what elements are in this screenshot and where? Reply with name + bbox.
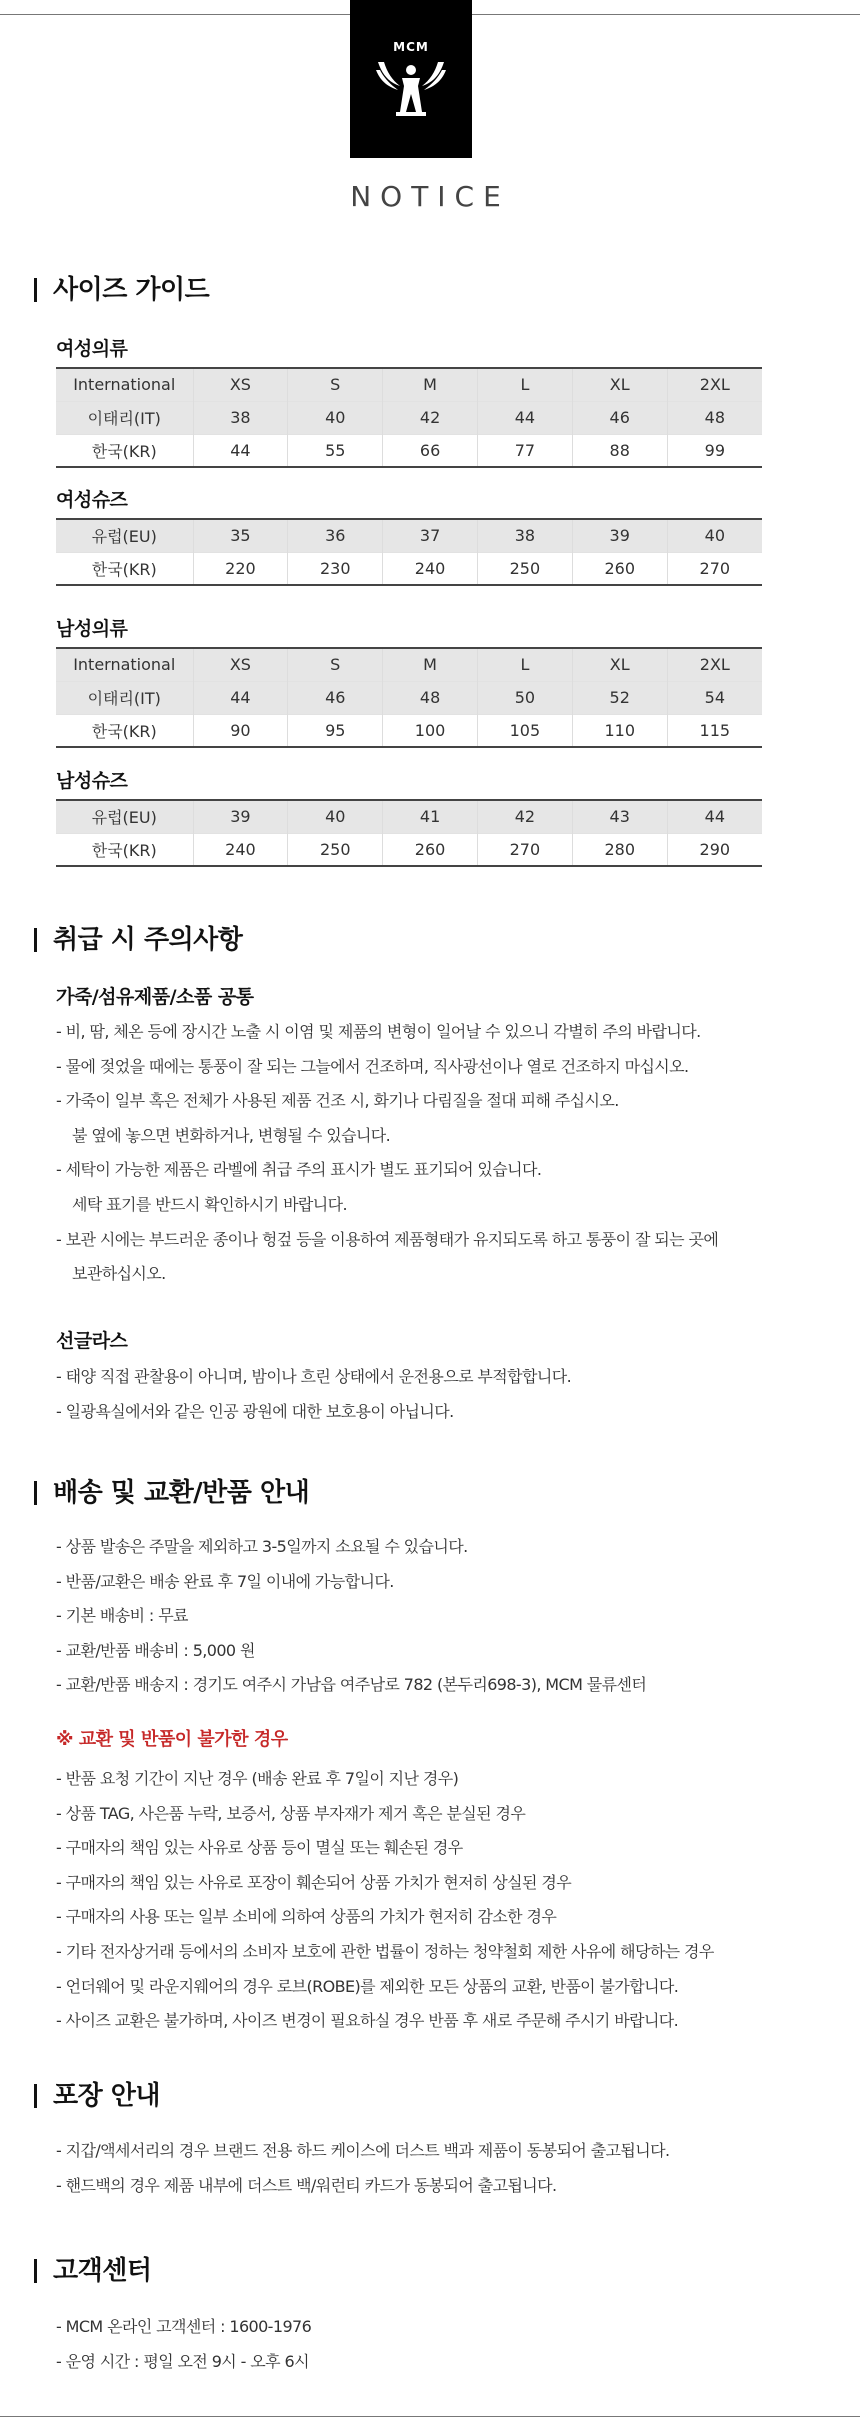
shipping-list [56, 1530, 646, 1703]
table-cell: XL [572, 648, 667, 681]
section-care [34, 924, 242, 956]
section-size-guide [34, 274, 209, 306]
list-item: 세탁 표기를 반드시 확인하시기 바랍니다. [72, 1194, 347, 1214]
section-packaging [34, 2080, 160, 2112]
table-cell: 66 [383, 434, 478, 467]
section-title: 취급 시 주의사항 [53, 925, 243, 955]
table-cell: S [288, 368, 383, 401]
non-returnable-list [56, 1762, 714, 2039]
table-cell: 40 [288, 800, 383, 833]
table-cell: 44 [667, 800, 762, 833]
list-item: - 지갑/액세서리의 경우 브랜드 전용 하드 케이스에 더스트 백과 제품이 동봉되어 출고됩니다. [56, 2141, 670, 2160]
list-item: - 기본 배송비 : 무료 [56, 1606, 188, 1626]
list-item: - 세탁이 가능한 제품은 라벨에 취급 주의 표시가 별도 표기되어 있습니다. [56, 1160, 542, 1180]
section-bar [34, 928, 37, 952]
section-shipping [34, 1477, 309, 1509]
table-cell: M [383, 648, 478, 681]
table-cell: 110 [572, 714, 667, 747]
list-item: - 구매자의 책임 있는 사유로 상품 등이 멸실 또는 훼손된 경우 [56, 1838, 463, 1858]
list-item: - 일광욕실에서와 같은 인공 광원에 대한 보호용이 아닙니다. [56, 1401, 454, 1421]
table-cell: 240 [383, 552, 478, 585]
list-item: - 비, 땀, 체온 등에 장시간 노출 시 이염 및 제품의 변형이 일어날 수 있으니 각별히 주의 바랍니다. [56, 1022, 701, 1041]
table-title: 여성의류 [56, 338, 128, 360]
table-cell: 55 [288, 434, 383, 467]
table-cell: 88 [572, 434, 667, 467]
row-label: 한국(KR) [56, 552, 193, 585]
table-cell: 48 [667, 401, 762, 434]
table-cell: 250 [477, 552, 572, 585]
table-cell: 99 [667, 434, 762, 467]
list-item: - 구매자의 사용 또는 일부 소비에 의하여 상품의 가치가 현저히 감소한 경우 [56, 1907, 557, 1927]
table-cell: 40 [667, 519, 762, 552]
table-title: 여성슈즈 [56, 489, 128, 511]
list-item: - 기타 전자상거래 등에서의 소비자 보호에 관한 법률이 정하는 청약철회 제한 사유에 해당하는 경우 [56, 1941, 714, 1961]
row-label: 유럽(EU) [56, 519, 193, 552]
laurel-emblem-icon [372, 56, 450, 118]
table-row [56, 681, 762, 714]
care-sunglass-list [56, 1360, 571, 1429]
table-row [56, 401, 762, 434]
section-bar [34, 278, 37, 302]
table-cell: 44 [477, 401, 572, 434]
list-item: - 상품 발송은 주말을 제외하고 3-5일까지 소요될 수 있습니다. [56, 1537, 468, 1556]
care-leather-title: 가죽/섬유제품/소품 공통 [56, 986, 254, 1008]
list-item: - 언더웨어 및 라운지웨어의 경우 로브(ROBE)를 제외한 모든 상품의 교환, 반품이 불가합니다. [56, 1976, 679, 1996]
table-row [56, 434, 762, 467]
table-cell: 41 [383, 800, 478, 833]
size-table-men-shoes [56, 799, 762, 867]
table-cell: 46 [288, 681, 383, 714]
table-cell: 50 [477, 681, 572, 714]
table-cell: 38 [477, 519, 572, 552]
table-title: 남성의류 [56, 618, 128, 640]
size-table-women-clothing [56, 367, 762, 468]
brand-logo [350, 0, 472, 158]
row-label: International [56, 648, 193, 681]
table-cell: L [477, 648, 572, 681]
table-cell: 48 [383, 681, 478, 714]
list-item: - 구매자의 책임 있는 사유로 포장이 훼손되어 상품 가치가 현저히 상실된 경우 [56, 1872, 572, 1892]
list-item: - MCM 온라인 고객센터 : 1600-1976 [56, 2317, 312, 2336]
table-cell: 54 [667, 681, 762, 714]
table-cell: 44 [193, 434, 288, 467]
table-cell: 260 [383, 833, 478, 866]
table-cell: 46 [572, 401, 667, 434]
bottom-divider [0, 2416, 860, 2417]
row-label: 한국(KR) [56, 714, 193, 747]
row-label: 한국(KR) [56, 833, 193, 866]
table-cell: 44 [193, 681, 288, 714]
table-row [56, 368, 762, 401]
table-cell: 52 [572, 681, 667, 714]
table-cell: 250 [288, 833, 383, 866]
table-cell: 40 [288, 401, 383, 434]
row-label: 이태리(IT) [56, 401, 193, 434]
section-title: 고객센터 [53, 2256, 152, 2286]
table-row [56, 800, 762, 833]
packaging-list [56, 2134, 669, 2203]
row-label: International [56, 368, 193, 401]
customer-center-list [56, 2310, 311, 2379]
list-item: - 운영 시간 : 평일 오전 9시 - 오후 6시 [56, 2351, 309, 2371]
table-cell: S [288, 648, 383, 681]
section-customer-center [34, 2255, 151, 2287]
table-cell: 220 [193, 552, 288, 585]
list-item: - 상품 TAG, 사은품 누락, 보증서, 상품 부자재가 제거 혹은 분실된 경우 [56, 1803, 526, 1823]
table-cell: XS [193, 368, 288, 401]
table-cell: 43 [572, 800, 667, 833]
table-cell: 95 [288, 714, 383, 747]
list-item: - 사이즈 교환은 불가하며, 사이즈 변경이 필요하실 경우 반품 후 새로 주문해 주시기 바랍니다. [56, 2011, 679, 2031]
care-leather-list [56, 1015, 718, 1292]
table-cell: 100 [383, 714, 478, 747]
table-cell: 280 [572, 833, 667, 866]
section-bar [34, 2259, 37, 2283]
list-item: - 교환/반품 배송지 : 경기도 여주시 가남읍 여주남로 782 (본두리698-3), MCM 물류센터 [56, 1675, 647, 1695]
row-label: 한국(KR) [56, 434, 193, 467]
table-cell: 35 [193, 519, 288, 552]
table-cell: 270 [667, 552, 762, 585]
brand-logo-text: MCM [393, 40, 429, 54]
row-label: 이태리(IT) [56, 681, 193, 714]
list-item: - 가죽이 일부 혹은 전체가 사용된 제품 건조 시, 화기나 다림질을 절대 피해 주십시오. [56, 1091, 619, 1111]
list-item: - 태양 직접 관찰용이 아니며, 밤이나 흐린 상태에서 운전용으로 부적합합니다. [56, 1367, 572, 1386]
list-item: - 교환/반품 배송비 : 5,000 원 [56, 1640, 255, 1660]
table-cell: 290 [667, 833, 762, 866]
section-bar [34, 1481, 37, 1505]
size-table-men-clothing [56, 647, 762, 748]
table-cell: 36 [288, 519, 383, 552]
care-sunglass-title: 선글라스 [56, 1330, 128, 1352]
table-cell: XS [193, 648, 288, 681]
list-item: - 보관 시에는 부드러운 종이나 헝겊 등을 이용하여 제품형태가 유지되도록 하고 통풍이 잘 되는 곳에 [56, 1229, 719, 1249]
list-item: - 물에 젖었을 때에는 통풍이 잘 되는 그늘에서 건조하며, 직사광선이나 열로 건조하지 마십시오. [56, 1056, 689, 1076]
table-row [56, 552, 762, 585]
table-row [56, 833, 762, 866]
section-title: 배송 및 교환/반품 안내 [53, 1478, 310, 1508]
table-cell: 115 [667, 714, 762, 747]
table-row [56, 714, 762, 747]
table-cell: 2XL [667, 648, 762, 681]
table-cell: 77 [477, 434, 572, 467]
size-table-women-shoes [56, 518, 762, 586]
list-item: 보관하십시오. [72, 1264, 166, 1284]
list-item: - 핸드백의 경우 제품 내부에 더스트 백/워런티 카드가 동봉되어 출고됩니다. [56, 2175, 557, 2195]
list-item: - 반품 요청 기간이 지난 경우 (배송 완료 후 7일이 지난 경우) [56, 1769, 459, 1788]
section-title: 포장 안내 [53, 2081, 161, 2111]
table-cell: 39 [193, 800, 288, 833]
table-cell: 39 [572, 519, 667, 552]
table-row [56, 648, 762, 681]
table-cell: 42 [477, 800, 572, 833]
table-cell: 105 [477, 714, 572, 747]
page-title: NOTICE [350, 180, 510, 213]
table-cell: XL [572, 368, 667, 401]
table-cell: M [383, 368, 478, 401]
table-cell: 230 [288, 552, 383, 585]
table-cell: L [477, 368, 572, 401]
section-bar [34, 2084, 37, 2108]
table-cell: 260 [572, 552, 667, 585]
table-cell: 42 [383, 401, 478, 434]
table-cell: 37 [383, 519, 478, 552]
table-row [56, 519, 762, 552]
table-cell: 270 [477, 833, 572, 866]
row-label: 유럽(EU) [56, 800, 193, 833]
table-cell: 38 [193, 401, 288, 434]
table-cell: 90 [193, 714, 288, 747]
table-cell: 240 [193, 833, 288, 866]
table-cell: 2XL [667, 368, 762, 401]
table-title: 남성슈즈 [56, 770, 128, 792]
list-item: 불 옆에 놓으면 변화하거나, 변형될 수 있습니다. [72, 1125, 391, 1145]
list-item: - 반품/교환은 배송 완료 후 7일 이내에 가능합니다. [56, 1571, 394, 1591]
section-title: 사이즈 가이드 [53, 275, 210, 305]
non-returnable-title: ※ 교환 및 반품이 불가한 경우 [56, 1729, 288, 1750]
